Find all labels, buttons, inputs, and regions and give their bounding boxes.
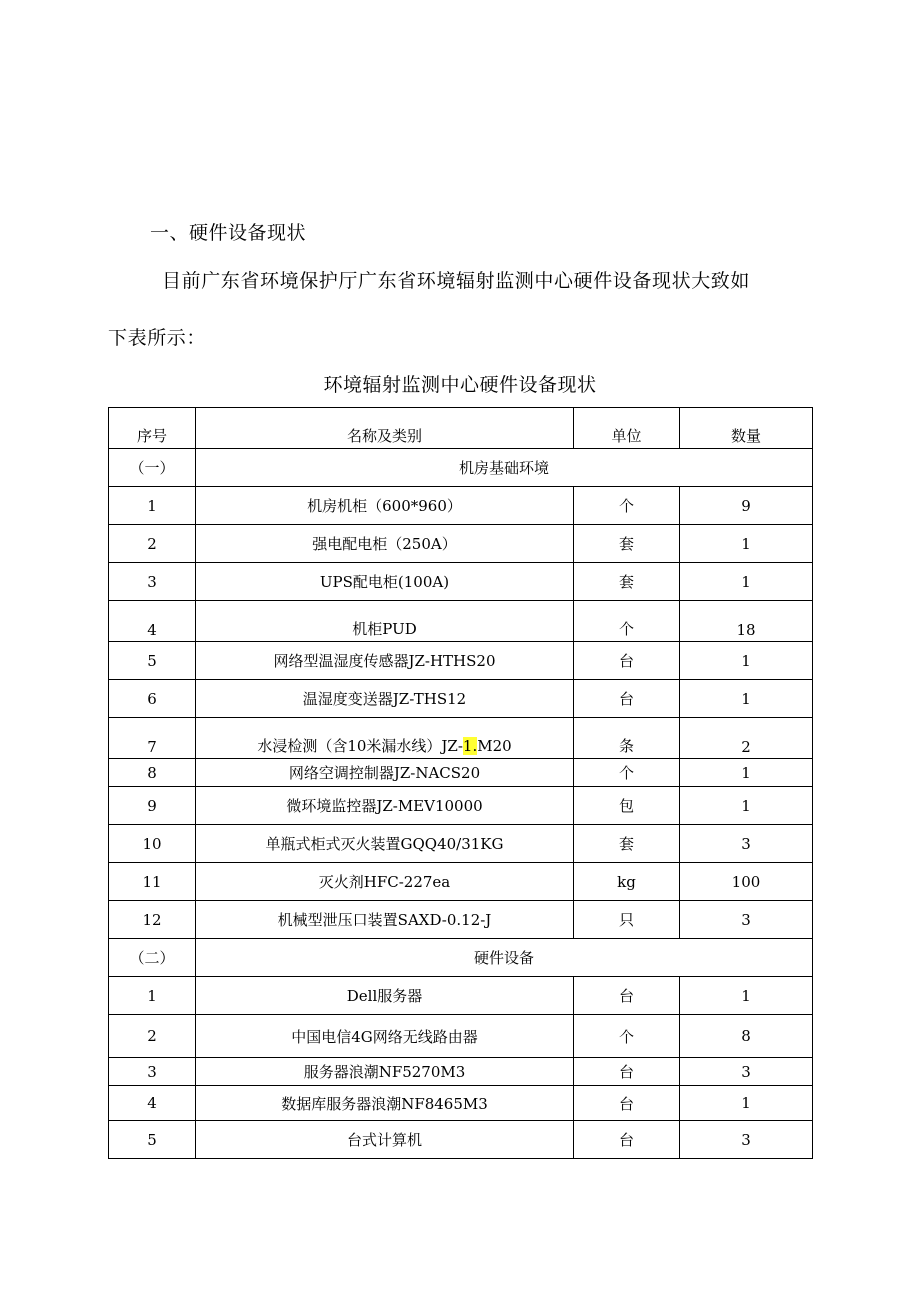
cell-name: Dell服务器 <box>196 977 574 1015</box>
cell-name: 温湿度变送器JZ-THS12 <box>196 680 574 718</box>
table-row <box>109 825 813 863</box>
section-no: （一） <box>109 449 196 487</box>
cell-no: 2 <box>109 525 196 563</box>
section-row-2 <box>109 939 813 977</box>
cell-no: 8 <box>109 759 196 787</box>
section-no: （二） <box>109 939 196 977</box>
cell-unit: 台 <box>574 977 680 1015</box>
cell-no: 11 <box>109 863 196 901</box>
cell-no: 5 <box>109 1121 196 1159</box>
cell-qty: 1 <box>680 680 813 718</box>
cell-unit: 个 <box>574 487 680 525</box>
cell-name: 单瓶式柜式灭火装置GQQ40/31KG <box>196 825 574 863</box>
table-caption: 环境辐射监测中心硬件设备现状 <box>323 374 597 396</box>
table-row <box>109 680 813 718</box>
cell-unit: 台 <box>574 1058 680 1086</box>
cell-no: 6 <box>109 680 196 718</box>
table-row <box>109 487 813 525</box>
cell-unit: 套 <box>574 525 680 563</box>
cell-qty: 3 <box>680 825 813 863</box>
cell-name: 机柜PUD <box>196 601 574 642</box>
cell-no: 5 <box>109 642 196 680</box>
cell-qty: 100 <box>680 863 813 901</box>
cell-name-part: M20 <box>477 737 512 755</box>
highlighted-text: 1. <box>462 737 478 755</box>
table-row <box>109 759 813 787</box>
cell-no: 10 <box>109 825 196 863</box>
section-title: 机房基础环境 <box>196 449 813 487</box>
cell-unit: 台 <box>574 1121 680 1159</box>
cell-qty: 1 <box>680 563 813 601</box>
cell-no: 1 <box>109 487 196 525</box>
cell-qty: 18 <box>680 601 813 642</box>
cell-no: 4 <box>109 1086 196 1121</box>
cell-name: 数据库服务器浪潮NF8465M3 <box>196 1086 574 1121</box>
cell-qty: 2 <box>680 718 813 759</box>
section-heading: 一、硬件设备现状 <box>150 222 307 244</box>
table-row <box>109 1086 813 1121</box>
cell-qty: 8 <box>680 1015 813 1058</box>
table-header-row <box>109 408 813 449</box>
table-row <box>109 601 813 642</box>
cell-unit: 包 <box>574 787 680 825</box>
cell-no: 3 <box>109 1058 196 1086</box>
table-row <box>109 1058 813 1086</box>
cell-qty: 1 <box>680 525 813 563</box>
cell-unit: 台 <box>574 680 680 718</box>
cell-qty: 1 <box>680 759 813 787</box>
header-unit: 单位 <box>574 408 680 449</box>
table-row <box>109 787 813 825</box>
cell-unit: 套 <box>574 563 680 601</box>
header-qty: 数量 <box>680 408 813 449</box>
table-row <box>109 563 813 601</box>
section-title: 硬件设备 <box>196 939 813 977</box>
table-row <box>109 718 813 759</box>
cell-name: 强电配电柜（250A） <box>196 525 574 563</box>
section-row-1 <box>109 449 813 487</box>
cell-name: 网络型温湿度传感器JZ-HTHS20 <box>196 642 574 680</box>
cell-unit: kg <box>574 863 680 901</box>
cell-unit: 个 <box>574 759 680 787</box>
cell-qty: 1 <box>680 977 813 1015</box>
cell-no: 9 <box>109 787 196 825</box>
cell-qty: 3 <box>680 1121 813 1159</box>
cell-unit: 个 <box>574 1015 680 1058</box>
cell-unit: 个 <box>574 601 680 642</box>
cell-qty: 1 <box>680 642 813 680</box>
cell-unit: 台 <box>574 1086 680 1121</box>
table-row <box>109 1015 813 1058</box>
cell-name: 服务器浪潮NF5270M3 <box>196 1058 574 1086</box>
cell-name: 网络空调控制器JZ-NACS20 <box>196 759 574 787</box>
cell-name: 台式计算机 <box>196 1121 574 1159</box>
table-row <box>109 642 813 680</box>
cell-qty: 3 <box>680 1058 813 1086</box>
cell-name: 灭火剂HFC-227ea <box>196 863 574 901</box>
table-row <box>109 863 813 901</box>
intro-paragraph-line2: 下表所示： <box>108 327 207 349</box>
table-row <box>109 901 813 939</box>
cell-name-part: 水浸检测（含10米漏水线）JZ- <box>257 737 463 755</box>
table-row <box>109 977 813 1015</box>
cell-qty: 1 <box>680 787 813 825</box>
table-row <box>109 525 813 563</box>
cell-no: 12 <box>109 901 196 939</box>
cell-no: 3 <box>109 563 196 601</box>
cell-qty: 1 <box>680 1086 813 1121</box>
cell-name: 中国电信4G网络无线路由器 <box>196 1015 574 1058</box>
cell-no: 4 <box>109 601 196 642</box>
cell-unit: 条 <box>574 718 680 759</box>
cell-unit: 台 <box>574 642 680 680</box>
equipment-table <box>108 407 813 1159</box>
header-no: 序号 <box>109 408 196 449</box>
table-row <box>109 1121 813 1159</box>
cell-name: 机房机柜（600*960） <box>196 487 574 525</box>
cell-qty: 9 <box>680 487 813 525</box>
intro-paragraph-line1: 目前广东省环境保护厅广东省环境辐射监测中心硬件设备现状大致如 <box>162 270 751 292</box>
cell-no: 1 <box>109 977 196 1015</box>
cell-name: 机械型泄压口装置SAXD-0.12-J <box>196 901 574 939</box>
cell-no: 7 <box>109 718 196 759</box>
cell-unit: 套 <box>574 825 680 863</box>
cell-name: UPS配电柜(100A) <box>196 563 574 601</box>
cell-unit: 只 <box>574 901 680 939</box>
cell-name: 微环境监控器JZ-MEV10000 <box>196 787 574 825</box>
cell-name <box>196 718 574 759</box>
header-name: 名称及类别 <box>196 408 574 449</box>
cell-no: 2 <box>109 1015 196 1058</box>
cell-qty: 3 <box>680 901 813 939</box>
